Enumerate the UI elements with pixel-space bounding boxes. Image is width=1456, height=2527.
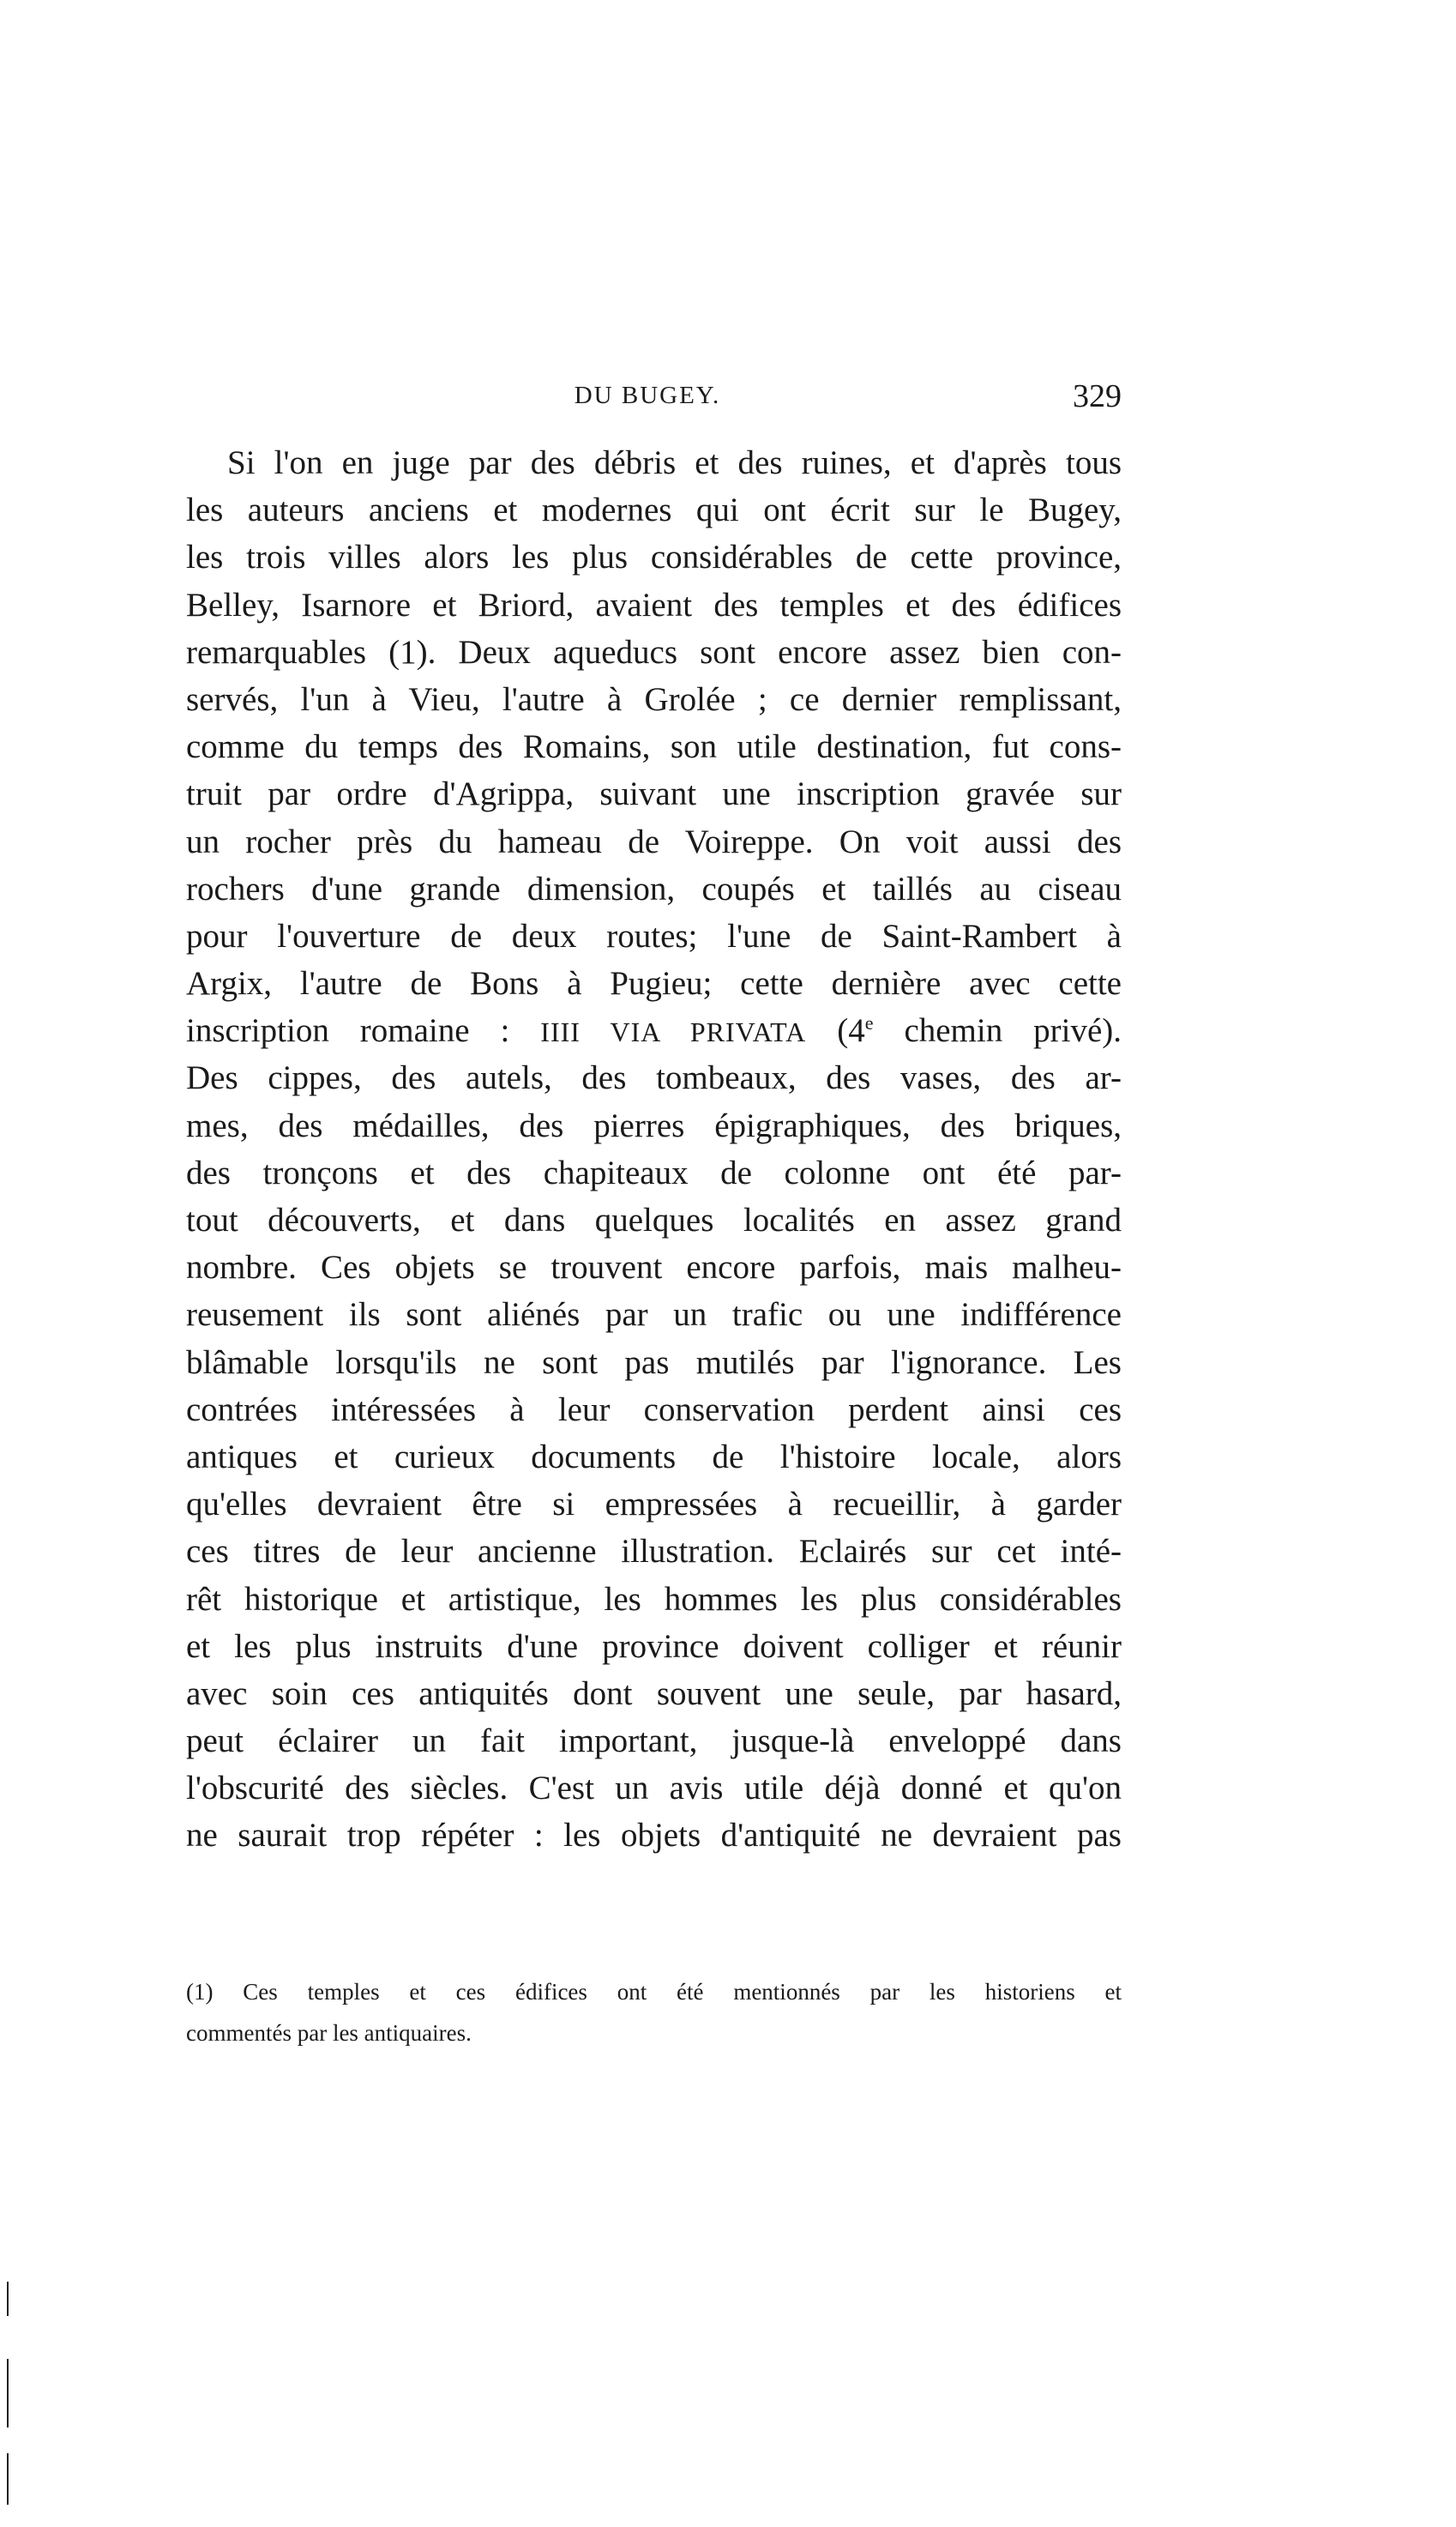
text-line: Argix, l'autre de Bons à Pugieu; cette dernière avec cette (186, 965, 1122, 1003)
text-line: nombre. Ces objets se trouvent encore parfois, mais malheu- (186, 1249, 1122, 1287)
footnote-line: commentés par les antiquaires. (186, 2020, 472, 2046)
text-line: les auteurs anciens et modernes qui ont écrit sur le Bugey, (186, 492, 1122, 529)
roman-inscription: IIII VIA PRIVATA (540, 1016, 807, 1048)
text-line: rochers d'une grande dimension, coupés et taillés au ciseau (186, 870, 1122, 908)
footnote-line: (1) Ces temples et ces édifices ont été mentionnés par les historiens et (186, 1979, 1122, 2005)
text-line: mes, des médailles, des pierres épigraphiques, des briques, (186, 1107, 1122, 1144)
ordinal-number (837, 1012, 873, 1049)
text-line: antiques et curieux documents de l'histoire locale, alors (186, 1438, 1122, 1475)
text-line: ces titres de leur ancienne illustration. Eclairés sur cet inté- (186, 1533, 1122, 1571)
text-line: remarquables (1). Deux aqueducs sont encore assez bien con- (186, 633, 1122, 671)
text-line: servés, l'un à Vieu, l'autre à Grolée ; ce dernier remplissant, (186, 680, 1122, 718)
text-line: ne saurait trop répéter : les objets d'antiquité ne devraient pas (186, 1817, 1122, 1855)
body-text (186, 439, 1122, 1860)
text-line: Belley, Isarnore et Briord, avaient des temples et des édifices (186, 586, 1122, 624)
text-line: un rocher près du hameau de Voireppe. On voit aussi des (186, 823, 1122, 860)
text-line: Si l'on en juge par des débris et des ruines, et d'après tous (227, 444, 1122, 481)
text-line: les trois villes alors les plus considérables de cette province, (186, 539, 1122, 576)
text-line: pour l'ouverture de deux routes; l'une de Saint-Rambert à (186, 917, 1122, 955)
page-number: 329 (1073, 378, 1122, 414)
running-title: DU BUGEY. (574, 382, 721, 409)
text-line: Des cippes, des autels, des tombeaux, des vases, des ar- (186, 1059, 1122, 1097)
ordinal-superscript: e (864, 1012, 874, 1034)
scan-mark (7, 2453, 9, 2505)
text-line: et les plus instruits d'une province doivent colliger et réunir (186, 1627, 1122, 1665)
text-line: avec soin ces antiquités dont souvent une seule, par hasard, (186, 1674, 1122, 1712)
inscription-line (186, 1007, 1122, 1054)
scan-mark (7, 2282, 9, 2316)
text-line: comme du temps des Romains, son utile destination, fut cons- (186, 728, 1122, 766)
text-line: qu'elles devraient être si empressées à recueillir, à garder (186, 1486, 1122, 1523)
text-line: peut éclairer un fait important, jusque-là enveloppé dans (186, 1722, 1122, 1760)
text-line: des tronçons et des chapiteaux de colonne ont été par- (186, 1154, 1122, 1191)
footnote (186, 1971, 1122, 2054)
scan-mark (7, 2359, 9, 2427)
text-line: reusement ils sont aliénés par un trafic ou une indifférence (186, 1296, 1122, 1334)
text-line: truit par ordre d'Agrippa, suivant une inscription gravée sur (186, 775, 1122, 813)
text-line: l'obscurité des siècles. C'est un avis utile déjà donné et qu'on (186, 1770, 1122, 1807)
ordinal-text: (4 (837, 1012, 865, 1050)
text-line: contrées intéressées à leur conservation perdent ainsi ces (186, 1390, 1122, 1428)
inscription-translation: chemin privé). (904, 1012, 1122, 1050)
text-line: blâmable lorsqu'ils ne sont pas mutilés par l'ignorance. Les (186, 1343, 1122, 1381)
inscription-intro: inscription romaine : (186, 1012, 510, 1050)
text-line: tout découverts, et dans quelques localités en assez grand (186, 1202, 1122, 1239)
text-line: rêt historique et artistique, les hommes les plus considérables (186, 1580, 1122, 1618)
